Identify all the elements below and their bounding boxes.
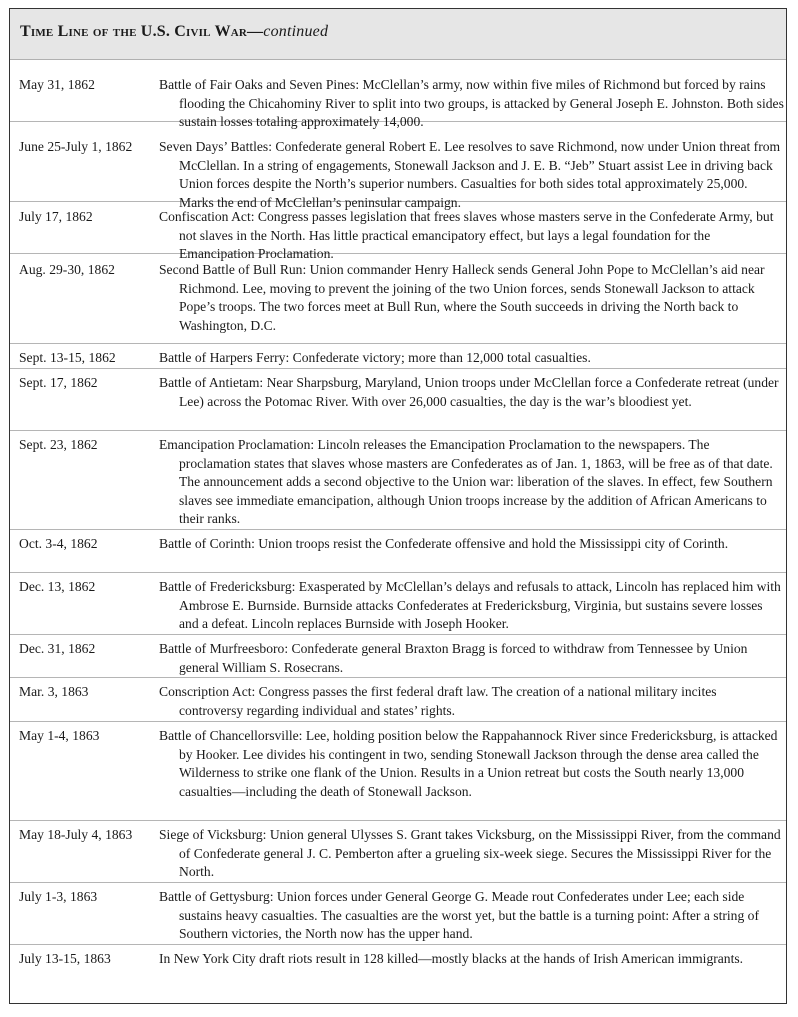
entry-date: Dec. 13, 1862 bbox=[19, 579, 96, 594]
entry-description: Confiscation Act: Congress passes legislation that frees slaves whose masters serve in the Confederate Army, but not slaves in the North. Has little practical emancipatory effect, but lays a legal foundation for the Emancipation Proclamation. bbox=[159, 209, 774, 261]
entry-description: Conscription Act: Congress passes the first federal draft law. The creation of a national military incites controversy regarding individual and states’ rights. bbox=[159, 684, 717, 718]
entry-description: Battle of Antietam: Near Sharpsburg, Maryland, Union troops under McClellan force a Confederate retreat (under Lee) across the Potomac River. With over 26,000 casualties, the day is the war’s bloodiest yet. bbox=[159, 375, 779, 409]
entry-date: May 1-4, 1863 bbox=[19, 728, 100, 743]
entry-date: July 17, 1862 bbox=[19, 209, 93, 224]
entry-date: Mar. 3, 1863 bbox=[19, 684, 89, 699]
timeline-entry bbox=[10, 254, 786, 344]
entry-date: Aug. 29-30, 1862 bbox=[19, 262, 115, 277]
timeline-header bbox=[10, 9, 786, 60]
timeline-entry bbox=[10, 635, 786, 678]
entry-description: Emancipation Proclamation: Lincoln releases the Emancipation Proclamation to the newspapers. The proclamation states that slaves whose masters are Confederates as of Jan. 1, 1863, will be free as of that date. The announcement adds a second objective to the Union war: liberation of the slaves. In effect, few Southern slaves see immediate emancipation, although Union troops increase by the addition of African Americans to their ranks. bbox=[159, 437, 773, 526]
entry-description: Battle of Harpers Ferry: Confederate victory; more than 12,000 total casualties. bbox=[159, 350, 591, 365]
timeline-entry bbox=[10, 883, 786, 945]
timeline-entry bbox=[10, 530, 786, 573]
entry-date: June 25-July 1, 1862 bbox=[19, 139, 133, 154]
title-continued: continued bbox=[263, 23, 329, 40]
title-main: Time Line of the U.S. Civil War— bbox=[20, 23, 264, 40]
entry-description: Battle of Fair Oaks and Seven Pines: McClellan’s army, now within five miles of Richmond but forced by rains flooding the Chicahominy River to split into two groups, is attacked by General Joseph E. Johnston. Both sides sustain losses totaling approximately 14,000. bbox=[159, 77, 784, 129]
entry-description: In New York City draft riots result in 128 killed—mostly blacks at the hands of Irish American immigrants. bbox=[159, 951, 744, 966]
timeline-entry bbox=[10, 60, 786, 129]
entry-description: Battle of Gettysburg: Union forces under General George G. Meade rout Confederates under Lee; each side sustains heavy casualties. The casualties are the worst yet, but the battle is a turning point: After a string of Southern victories, the North now has the upper hand. bbox=[159, 889, 759, 941]
timeline-box bbox=[9, 8, 787, 1004]
timeline-entry bbox=[10, 431, 786, 530]
entry-date: May 18-July 4, 1863 bbox=[19, 827, 133, 842]
entry-description: Battle of Chancellorsville: Lee, holding position below the Rappahannock River since Fredericksburg, is attacked by Hooker. Lee divides his contingent in two, sending Stonewall Jackson through the dense area called the Wilderness to strike one flank of the Union. Results in a Union retreat but costs the South nearly 13,000 casualties—including the death of Stonewall Jackson. bbox=[159, 728, 778, 799]
entry-date: Sept. 23, 1862 bbox=[19, 437, 98, 452]
entry-date: Sept. 17, 1862 bbox=[19, 375, 98, 390]
entry-description: Siege of Vicksburg: Union general Ulysses S. Grant takes Vicksburg, on the Mississippi River, from the command of Confederate general J. C. Pemberton after a grueling six-week siege. Secures the Mississippi River for the North. bbox=[159, 827, 781, 879]
entry-description: Battle of Corinth: Union troops resist the Confederate offensive and hold the Mississippi city of Corinth. bbox=[159, 536, 729, 551]
timeline-entry bbox=[10, 122, 786, 210]
entry-date: Sept. 13-15, 1862 bbox=[19, 350, 116, 365]
entry-date: May 31, 1862 bbox=[19, 77, 95, 92]
entry-description: Seven Days’ Battles: Confederate general Robert E. Lee resolves to save Richmond, now under Union threat from McClellan. In a string of engagements, Stonewall Jackson and J. E. B. “Jeb” Stuart assist Lee in driving back Union forces despite the North’s superior numbers. Casualties for both sides total approximately 25,000. Marks the end of McClellan’s peninsular campaign. bbox=[159, 139, 781, 210]
entry-date: Oct. 3-4, 1862 bbox=[19, 536, 98, 551]
entry-description: Second Battle of Bull Run: Union commander Henry Halleck sends General John Pope to McClellan’s aid near Richmond. Lee, moving to prevent the joining of the two Union forces, sends Stonewall Jackson to attack Pope’s troops. The two forces meet at Bull Run, where the South succeeds in driving the North back to Washington, D.C. bbox=[159, 262, 765, 333]
timeline-entry bbox=[10, 344, 786, 369]
timeline-entry bbox=[10, 202, 786, 261]
entry-date: July 13-15, 1863 bbox=[19, 951, 111, 966]
timeline-entry bbox=[10, 369, 786, 431]
timeline-entry bbox=[10, 573, 786, 635]
timeline-entries bbox=[10, 60, 786, 990]
entry-description: Battle of Fredericksburg: Exasperated by McClellan’s delays and refusals to attack, Lincoln has replaced him with Ambrose E. Burnside. Burnside attacks Confederates at Fredericksburg, Virginia, but sustains severe losses and a defeat. Lincoln replaces Burnside with Joseph Hooker. bbox=[159, 579, 781, 631]
timeline-entry bbox=[10, 945, 786, 990]
timeline-title bbox=[20, 23, 328, 41]
timeline-entry bbox=[10, 722, 786, 821]
timeline-entry bbox=[10, 678, 786, 722]
entry-description: Battle of Murfreesboro: Confederate general Braxton Bragg is forced to withdraw from Tennessee by Union general William S. Rosecrans. bbox=[159, 641, 748, 675]
entry-date: July 1-3, 1863 bbox=[19, 889, 98, 904]
entry-date: Dec. 31, 1862 bbox=[19, 641, 96, 656]
timeline-entry bbox=[10, 821, 786, 883]
